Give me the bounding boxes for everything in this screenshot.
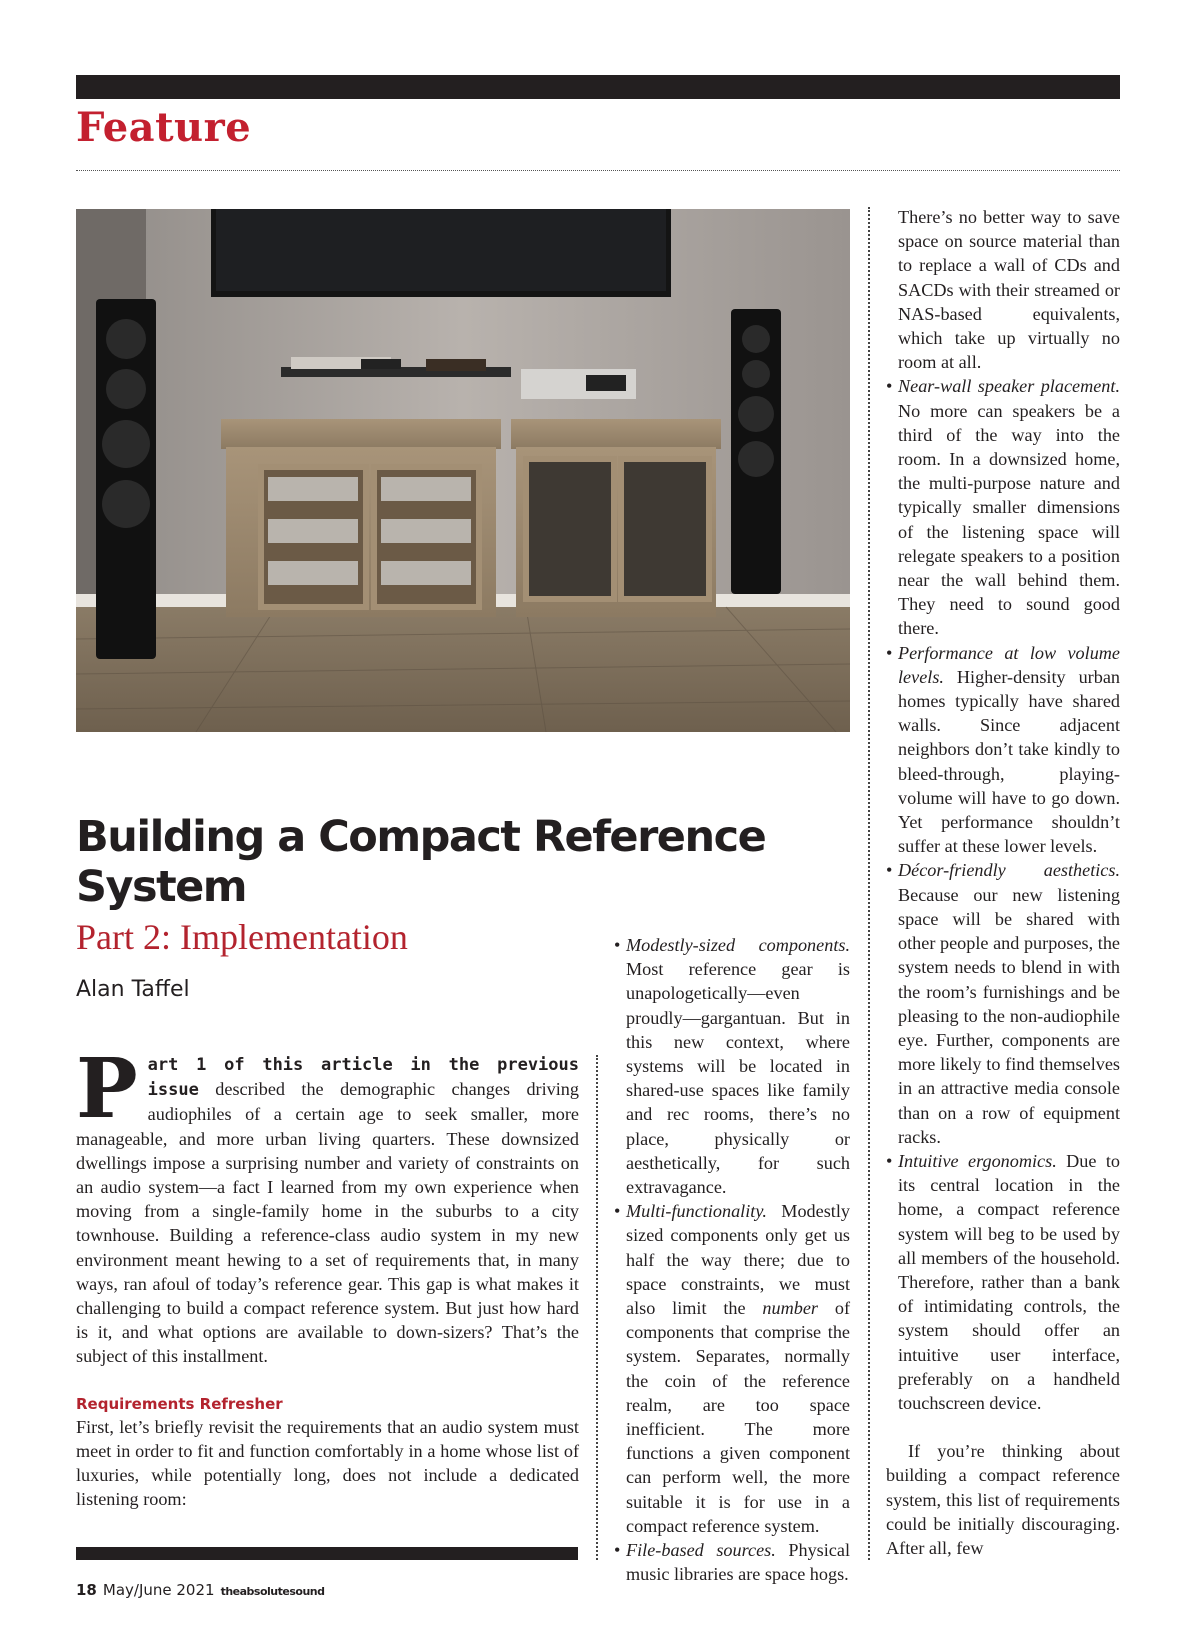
bullet-text: Modestly sized components only get us half the way there; due to space constraints, we must also limit the — [626, 1201, 850, 1319]
feature-photo — [76, 209, 850, 732]
bullet-term: Performance at low volume levels. — [898, 642, 1120, 687]
intro-paragraph — [76, 1041, 579, 1369]
bullet-term: File-based sources. — [626, 1540, 776, 1561]
article-subhead: Part 2: Implementation — [76, 917, 408, 957]
requirement-bullet — [614, 1199, 850, 1538]
header-dotted-divider — [76, 170, 1120, 171]
column-3 — [886, 205, 1120, 1560]
requirement-bullet — [886, 374, 1120, 640]
requirement-bullet — [886, 858, 1120, 1148]
paragraph-gap — [886, 1415, 1120, 1439]
column-1 — [76, 1041, 579, 1511]
requirements-intro: First, let’s briefly revisit the requirements that an audio system must meet in order to fit and function comfortably in a home whose list of luxuries, while potentially long, does not include a dedicated listening room: — [76, 1416, 579, 1510]
page-footer — [76, 1581, 324, 1599]
bullet-text: Due to its central location in the home, a compact reference system will beg to be used by all members of the household. Therefore, rather than a bank of intimidating controls, the system should offer an intuitive user interface, preferably on a handheld touchscreen device. — [898, 1150, 1120, 1413]
bullet-glyph: • — [886, 376, 893, 397]
bullet-text: No more can speakers be a third of the way into the room. In a downsized home, the multi-purpose nature and typically smaller dimensions of the listening space will relegate speakers to a position near the wall behind them. They need to sound good there. — [898, 400, 1120, 639]
magazine-brand: theabsolutesound — [220, 1585, 325, 1598]
bullet-glyph: • — [886, 642, 893, 663]
bullet-text: Higher-density urban homes typically have shared walls. Since adjacent neighbors don’t take kindly to bleed-through, playing-volume will have to go down. Yet performance shouldn’t suffer at these lower levels. — [898, 666, 1120, 857]
bullet-glyph: • — [614, 1540, 621, 1561]
page-number: 18 — [76, 1581, 97, 1599]
column-divider-1 — [596, 1055, 598, 1560]
bullet-glyph: • — [886, 860, 893, 881]
bottom-rule-bar — [76, 1547, 578, 1560]
author-byline: Alan Taffel — [76, 977, 190, 1002]
bullet-glyph: • — [614, 1201, 621, 1222]
requirement-bullet — [886, 1149, 1120, 1415]
bullet-text: Most reference gear is unapologetically—even proudly—gargantuan. But in this new context, where systems will be located in shared-use spaces like family and rec rooms, there’s no place, physically or aesthetically, for such extravagance. — [626, 959, 850, 1198]
column-divider-2 — [868, 207, 870, 1560]
requirement-bullet — [614, 933, 850, 1199]
photo-illustration — [76, 209, 850, 732]
lead-in-text: art 1 of this article in the previous issue — [147, 1055, 579, 1101]
bullet-term: Multi-functionality. — [626, 1201, 767, 1222]
requirement-bullet — [614, 1538, 850, 1586]
bullet-term: Intuitive ergonomics. — [898, 1150, 1057, 1171]
bullet-term: Modestly-sized components. — [626, 935, 850, 955]
bullet-text: of components that comprise the system. Separates, normally the coin of the reference realm, are too space inefficient. The more functions a given component can perform well, the more suitable it is for use in a compact reference system. — [626, 1298, 850, 1536]
bullet-term: Décor-friendly aesthetics. — [898, 860, 1120, 881]
bullet-glyph: • — [614, 935, 621, 955]
drop-cap: P — [76, 1041, 138, 1137]
article-headline: Building a Compact Reference System — [76, 812, 766, 912]
section-label: Feature — [76, 104, 252, 151]
bullet-glyph: • — [886, 1150, 893, 1171]
continued-paragraph: There’s no better way to save space on source material than to replace a wall of CDs and SACDs with their streamed or NAS-based equivalents, which take up virtually no room at all. — [898, 207, 1120, 373]
top-rule-bar — [76, 75, 1120, 99]
bullet-term: Near-wall speaker placement. — [898, 376, 1120, 397]
requirements-heading: Requirements Refresher — [76, 1394, 283, 1413]
requirement-bullet — [886, 641, 1120, 859]
issue-date: May/June 2021 — [102, 1581, 215, 1599]
column-2 — [614, 933, 850, 1586]
bullet-text: Physical music libraries are space hogs. — [626, 1540, 850, 1585]
closing-paragraph: If you’re thinking about building a compact reference system, this list of requirements could be initially discouraging. After all, few — [886, 1441, 1120, 1558]
emphasis-word: number — [762, 1298, 818, 1319]
bullet-text: Because our new listening space will be shared with other people and purposes, the system needs to blend in with the room’s furnishings and be pleasing to the non-audiophile eye. Further, components are more likely to find themselves in an attractive media console than on a row of equipment racks. — [898, 884, 1120, 1147]
intro-body: described the demographic changes driving audiophiles of a certain age to seek smaller, more manageable, and more urban living quarters. These downsized dwellings impose a surprising number and variety of constraints on an audio system—a fact I learned from my own experience when moving from a single-family home in the suburbs to a city townhouse. Building a reference-class audio system in my new environment meant hewing to a set of requirements that, in many ways, ran afoul of today’s reference gear. This gap is what makes it challenging to build a compact reference system. But just how hard is it, and what options are available to down-sizers? That’s the subject of this installment. — [76, 1079, 579, 1367]
